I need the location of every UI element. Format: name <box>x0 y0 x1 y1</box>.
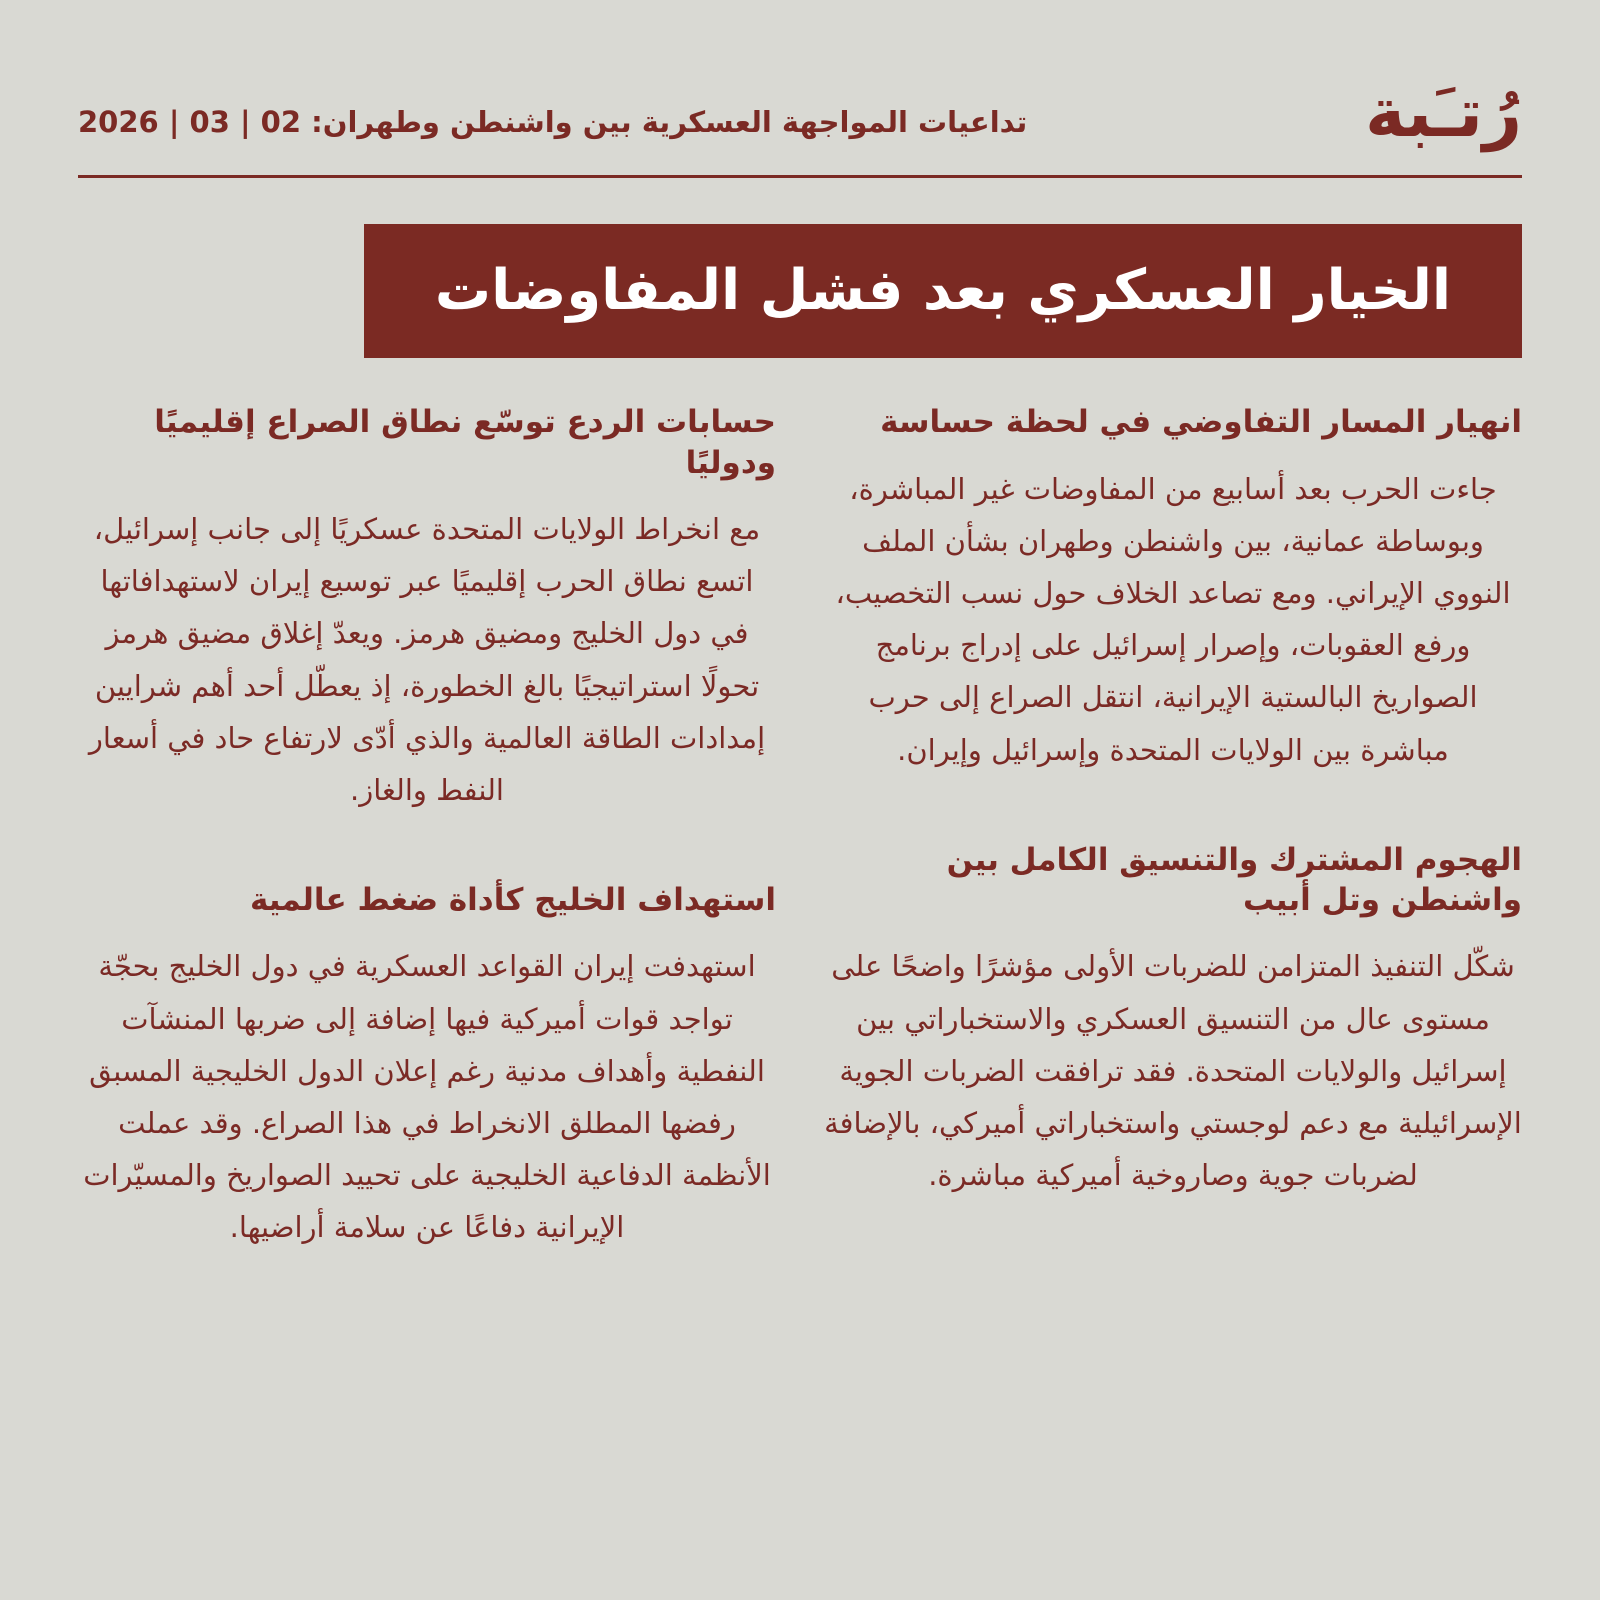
section-heading: استهداف الخليج كأداة ضغط عالمية <box>249 882 776 919</box>
section-body: مع انخراط الولايات المتحدة عسكريًا إلى جانب إسرائيل، اتسع نطاق الحرب إقليميًا عبر توسيع إيران لاستهدافاتها في دول الخليج ومضيق هرمز. ويعدّ إغلاق مضيق هرمز تحولًا استراتيجيًا بالغ الخطورة، إذ يعطّل أحد أهم شرايين إمدادات الطاقة العالمية والذي أدّى لارتفاع حاد في أسعار النفط والغاز. <box>88 511 766 807</box>
section-deterrence-expansion <box>78 402 776 816</box>
column-left <box>78 402 776 1253</box>
section-body: جاءت الحرب بعد أسابيع من المفاوضات غير المباشرة، وبوساطة عمانية، بين واشنطن وطهران بشأن الملف النووي الإيراني. ومع تصاعد الخلاف حول نسب التخصيب، ورفع العقوبات، وإصرار إسرائيل على إدراج برنامج الصواريخ البالستية الإيرانية، انتقل الصراع إلى حرب مباشرة بين الولايات المتحدة وإسرائيل وإيران. <box>835 471 1511 767</box>
section-negotiation-collapse <box>824 402 1522 775</box>
section-joint-attack <box>824 840 1522 1202</box>
column-right <box>824 402 1522 1253</box>
section-body: شكّل التنفيذ المتزامن للضربات الأولى مؤشرًا واضحًا على مستوى عال من التنسيق العسكري والاستخباراتي بين إسرائيل والولايات المتحدة. فقد ترافقت الضربات الجوية الإسرائيلية مع دعم لوجستي واستخباراتي أميركي، بالإضافة لضربات جوية وصاروخية أميركية مباشرة. <box>824 949 1522 1193</box>
rutba-logo: رُتـَبة <box>1365 74 1522 153</box>
title-banner <box>364 224 1522 358</box>
header <box>78 0 1522 153</box>
section-heading: الهجوم المشترك والتنسيق الكامل بين واشنطن وتل أبيب <box>946 841 1522 919</box>
section-gulf-targeting <box>78 880 776 1253</box>
section-heading: انهيار المسار التفاوضي في لحظة حساسة <box>880 404 1522 441</box>
content-columns <box>78 402 1522 1253</box>
section-heading: حسابات الردع توسّع نطاق الصراع إقليميًا ودوليًا <box>154 404 776 481</box>
section-body: استهدفت إيران القواعد العسكرية في دول الخليج بحجّة تواجد قوات أميركية فيها إضافة إلى ضربها المنشآت النفطية وأهداف مدنية رغم إعلان الدول الخليجية المسبق رفضها المطلق الانخراط في هذا الصراع. وقد عملت الأنظمة الدفاعية الخليجية على تحييد الصواريخ والمسيّرات الإيرانية دفاعًا عن سلامة أراضيها. <box>83 949 771 1245</box>
header-divider <box>78 175 1522 178</box>
page-title: الخيار العسكري بعد فشل المفاوضات <box>434 258 1452 324</box>
edition-topic-date: تداعيات المواجهة العسكرية بين واشنطن وطهران: 02 | 03 | 2026 <box>78 105 1028 140</box>
